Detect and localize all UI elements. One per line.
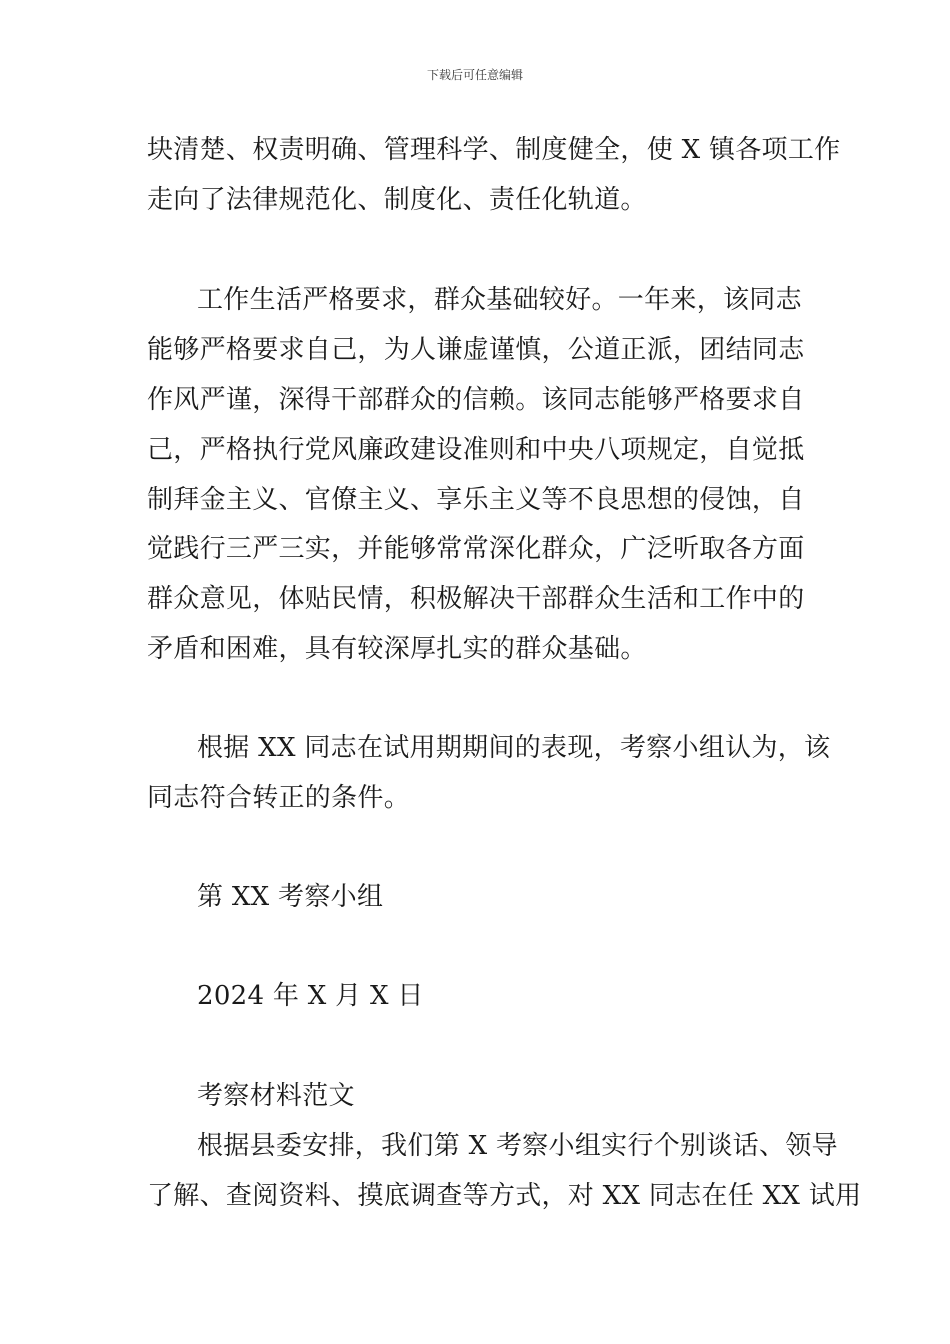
section-title: 考察材料范文 bbox=[197, 1081, 355, 1111]
text-line: 能够严格要求自己，为人谦虚谨慎，公道正派，团结同志 bbox=[147, 335, 805, 365]
paragraph-start: 根据县委安排，我们第 X 考察小组实行个别谈话、领导 bbox=[197, 1131, 838, 1161]
signature-date: 2024 年 X 月 X 日 bbox=[197, 981, 424, 1011]
text-line: 群众意见，体贴民情，积极解决干部群众生活和工作中的 bbox=[147, 584, 805, 614]
text-line: 走向了法律规范化、制度化、责任化轨道。 bbox=[147, 185, 647, 215]
paragraph-start: 工作生活严格要求，群众基础较好。一年来，该同志 bbox=[197, 285, 802, 315]
page-header: 下载后可任意编辑 bbox=[426, 68, 523, 82]
text-line: 制拜金主义、官僚主义、享乐主义等不良思想的侵蚀，自 bbox=[147, 485, 805, 515]
text-line: 作风严谨，深得干部群众的信赖。该同志能够严格要求自 bbox=[147, 385, 805, 415]
text-line: 同志符合转正的条件。 bbox=[147, 783, 411, 813]
text-line: 己，严格执行党风廉政建设准则和中央八项规定，自觉抵 bbox=[147, 435, 805, 465]
text-line: 了解、查阅资料、摸底调查等方式，对 XX 同志在任 XX 试用 bbox=[147, 1181, 862, 1211]
text-line: 块清楚、权责明确、管理科学、制度健全，使 X 镇各项工作 bbox=[147, 135, 841, 165]
text-line: 觉践行三严三实，并能够常常深化群众，广泛听取各方面 bbox=[147, 534, 805, 564]
signature-group: 第 XX 考察小组 bbox=[197, 882, 384, 912]
paragraph-start: 根据 XX 同志在试用期期间的表现，考察小组认为，该 bbox=[197, 733, 831, 763]
text-line: 矛盾和困难，具有较深厚扎实的群众基础。 bbox=[147, 634, 647, 664]
